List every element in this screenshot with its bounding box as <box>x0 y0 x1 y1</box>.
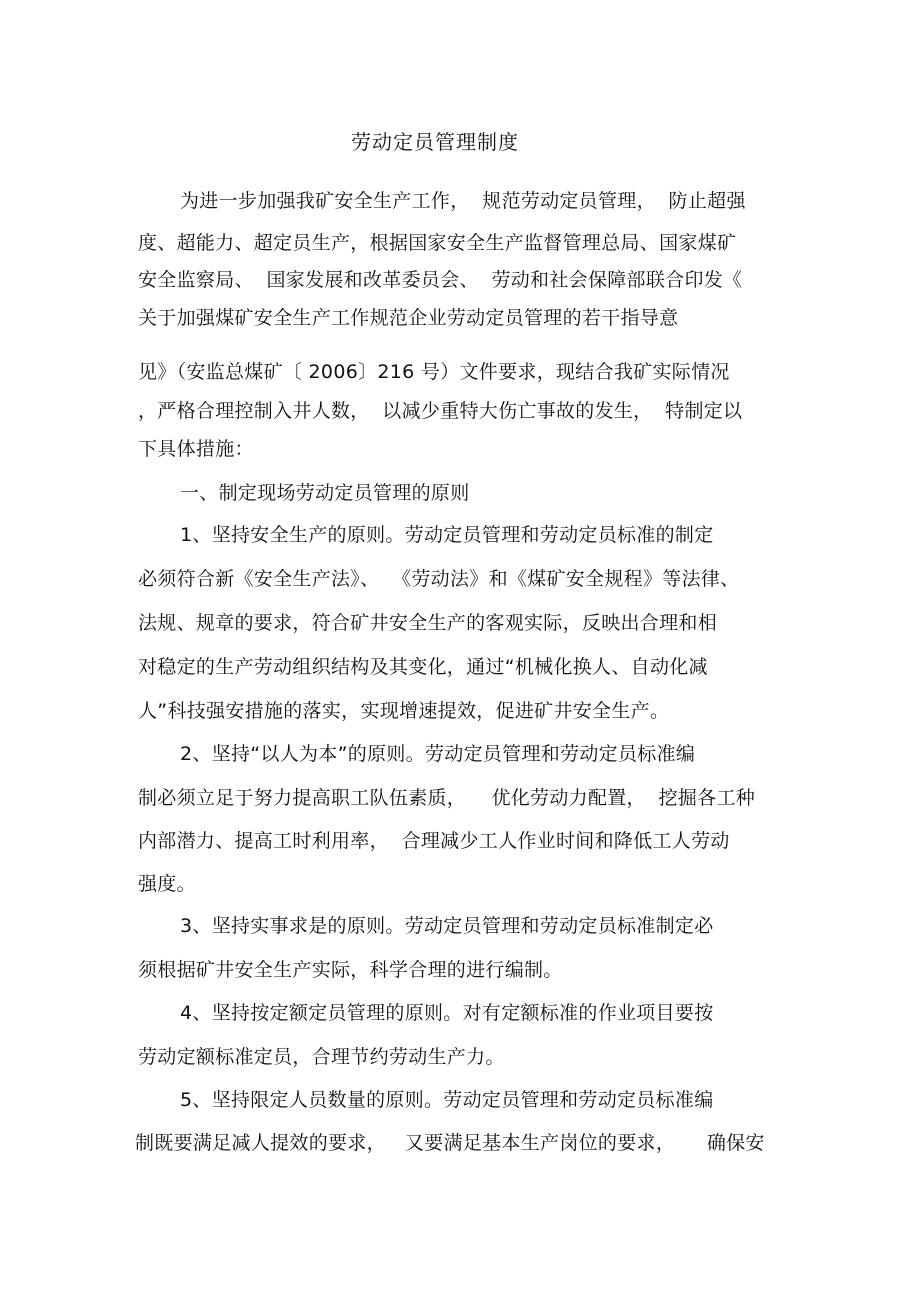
section-heading: 一、制定现场劳动定员管理的原则 <box>180 482 470 504</box>
paragraph-line: 安全监察局、 国家发展和改革委员会、 劳动和社会保障部联合印发《 <box>138 269 743 291</box>
paragraph-line: 对稳定的生产劳动组织结构及其变化，通过“机械化换人、自动化减 <box>138 656 708 678</box>
paragraph-line: 劳动定额标准定员，合理节约劳动生产力。 <box>138 1046 505 1068</box>
paragraph-line: 下具体措施： <box>138 438 254 460</box>
paragraph-line: 制既要满足减人提效的要求， 又要满足基本生产岗位的要求， 确保安 <box>135 1132 765 1154</box>
paragraph-line: ，严格合理控制入井人数， 以减少重特大伤亡事故的发生， 特制定以 <box>138 400 743 422</box>
document-title: 劳动定员管理制度 <box>351 130 519 154</box>
paragraph-line: 3、坚持实事求是的原则。劳动定员管理和劳动定员标准制定必 <box>180 915 714 937</box>
paragraph-line: 须根据矿井安全生产实际，科学合理的进行编制。 <box>138 959 563 981</box>
paragraph-line: 人”科技强安措施的落实，实现增速提效，促进矿井安全生产。 <box>138 700 670 722</box>
paragraph-line: 4、坚持按定额定员管理的原则。对有定额标准的作业项目要按 <box>180 1002 714 1024</box>
paragraph-line: 必须符合新《安全生产法》、 《劳动法》和《煤矿安全规程》等法律、 <box>138 568 740 590</box>
paragraph-line: 强度。 <box>138 873 196 895</box>
paragraph-line: 为进一步加强我矿安全生产工作， 规范劳动定员管理， 防止超强 <box>180 190 746 212</box>
paragraph-line: 2、坚持“以人为本”的原则。劳动定员管理和劳动定员标准编 <box>180 743 696 765</box>
paragraph-line: 关于加强煤矿安全生产工作规范企业劳动定员管理的若干指导意 <box>138 307 679 329</box>
paragraph-line: 度、超能力、超定员生产，根据国家安全生产监督管理总局、国家煤矿 <box>138 232 737 254</box>
paragraph-line: 见》（安监总煤矿〔 2006〕216 号）文件要求，现结合我矿实际情况 <box>138 361 730 383</box>
paragraph-line: 内部潜力、提高工时利用率， 合理减少工人作业时间和降低工人劳动 <box>138 830 730 852</box>
paragraph-line: 制必须立足于努力提高职工队伍素质， 优化劳动力配置， 挖掘各工种 <box>138 787 756 809</box>
paragraph-line: 5、坚持限定人员数量的原则。劳动定员管理和劳动定员标准编 <box>180 1089 714 1111</box>
paragraph-line: 法规、规章的要求，符合矿井安全生产的客观实际，反映出合理和相 <box>138 612 718 634</box>
paragraph-line: 1、坚持安全生产的原则。劳动定员管理和劳动定员标准的制定 <box>180 524 714 546</box>
